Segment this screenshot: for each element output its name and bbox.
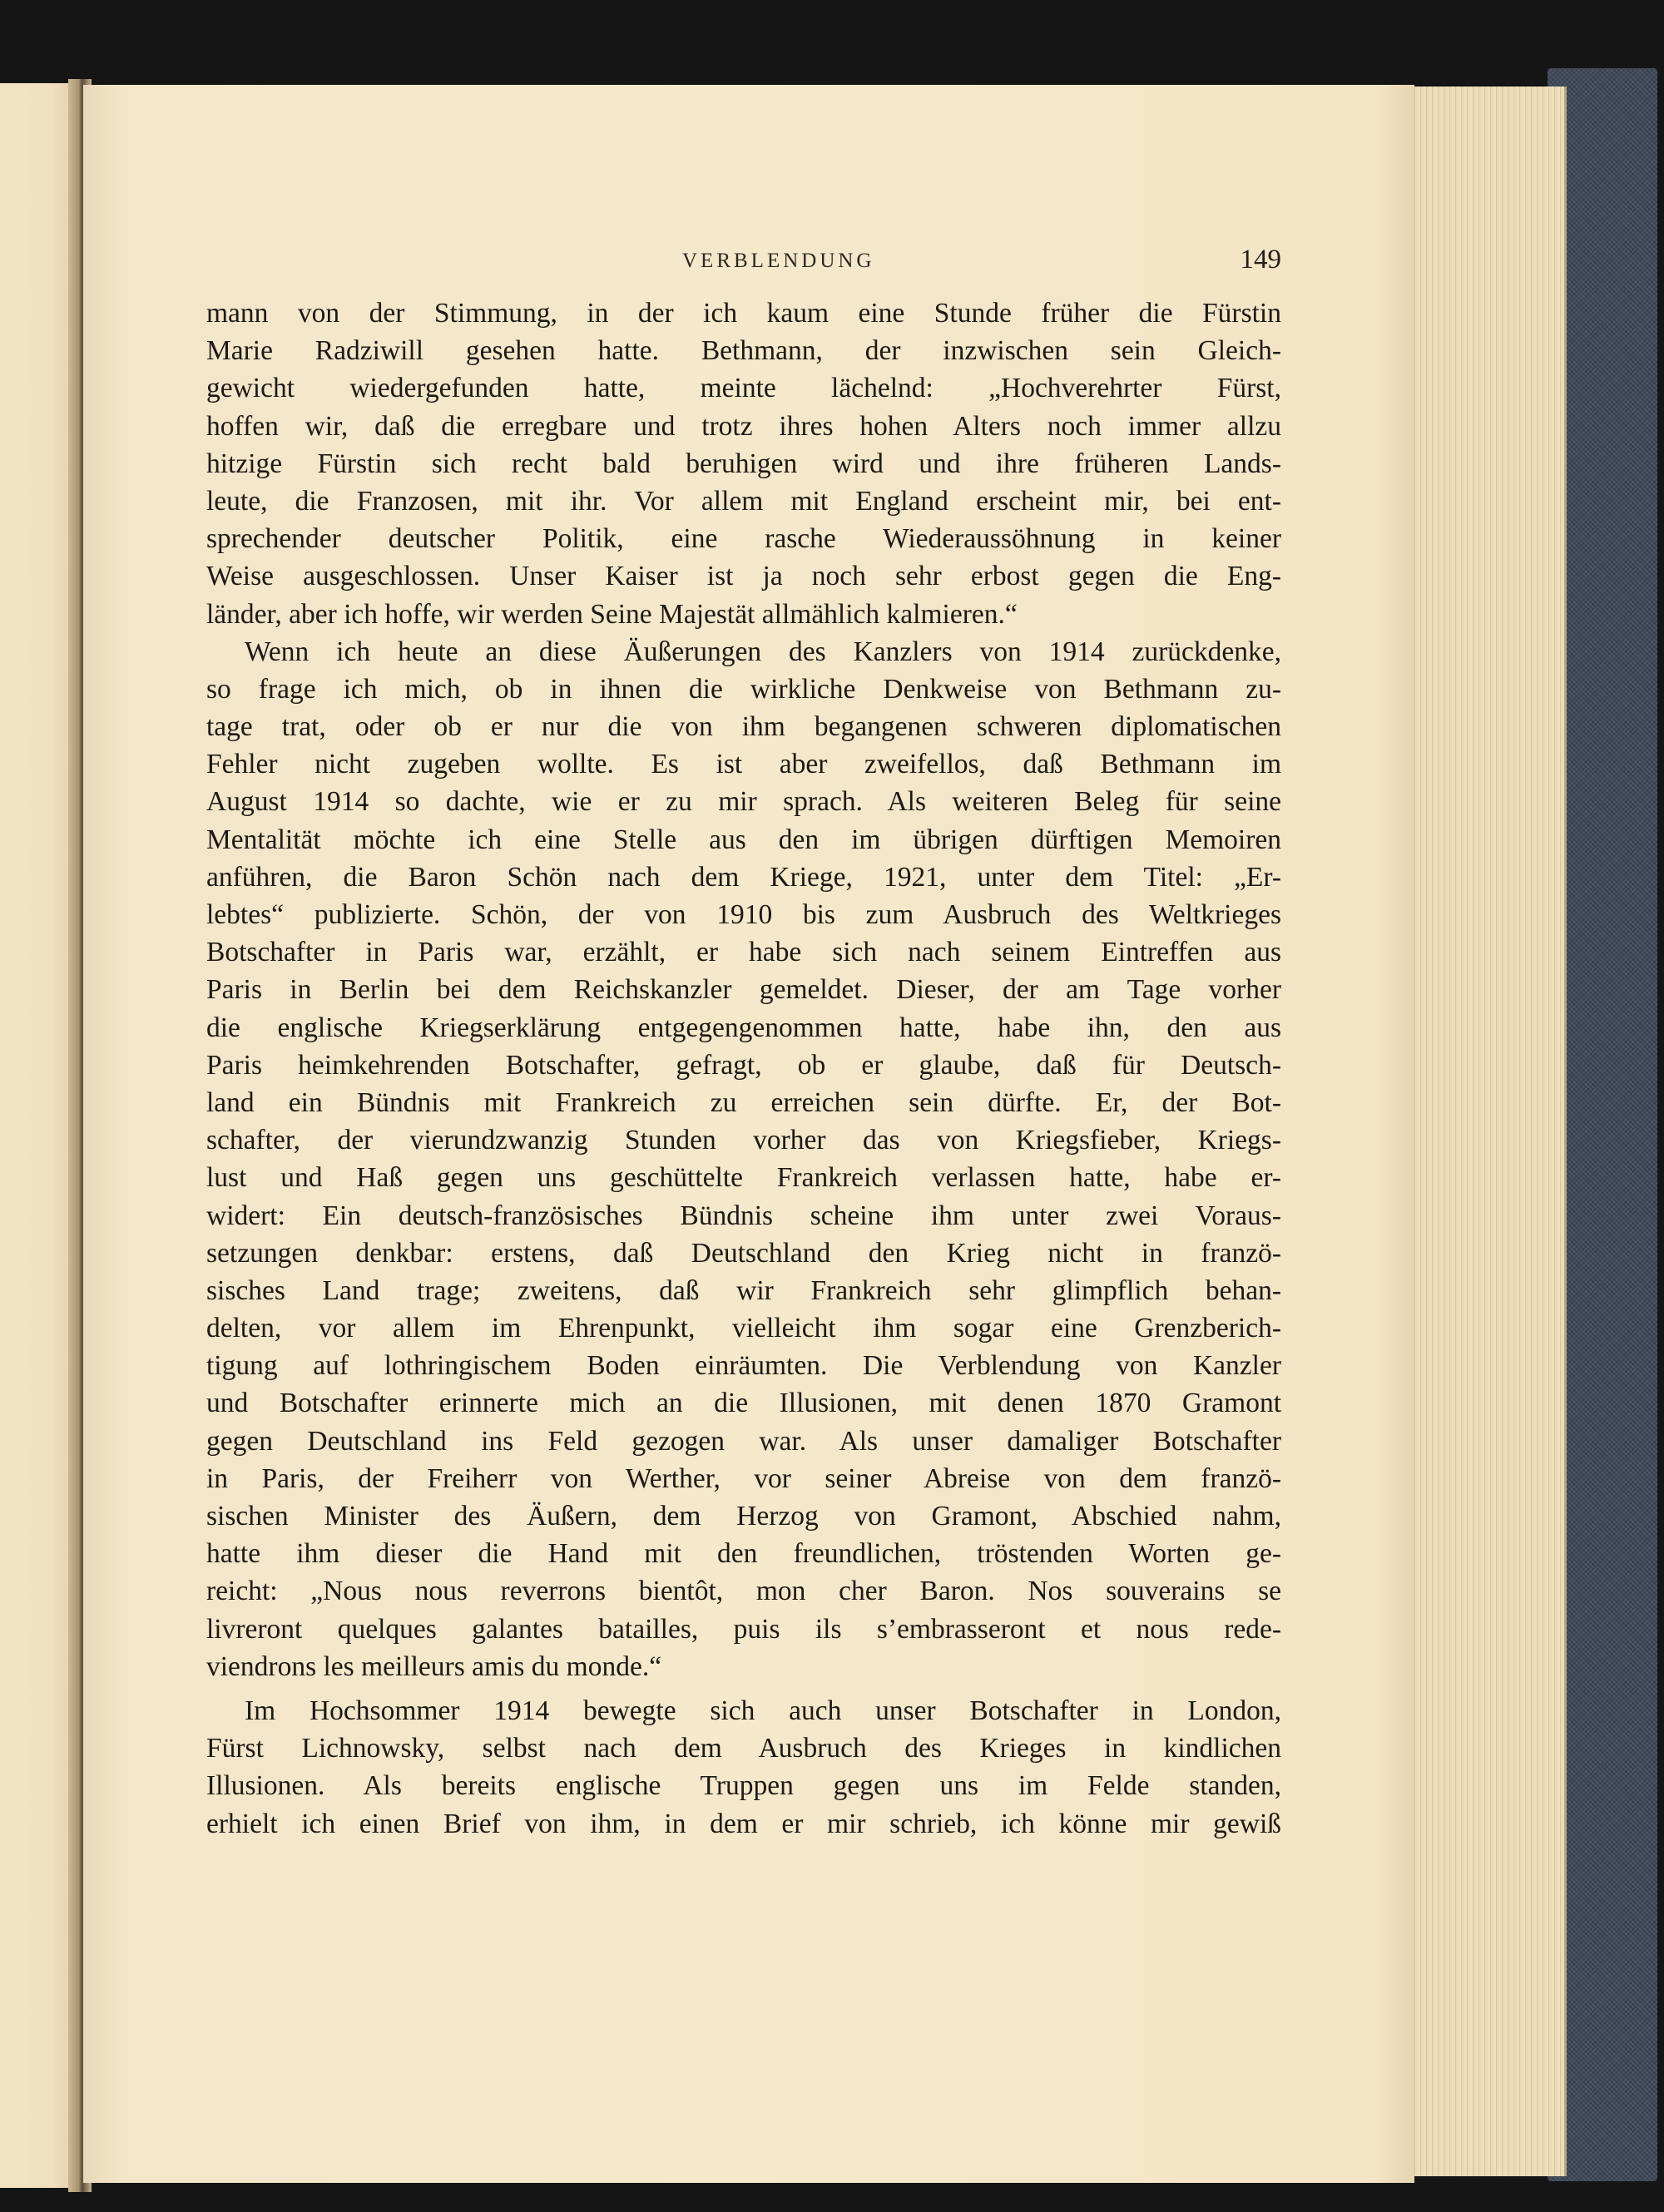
text-line: hitzige Fürstin sich recht bald beruhigen wird und ihre früheren Lands-: [206, 448, 1281, 479]
text-line: livreront quelques galantes batailles, puis ils s’embrasseront et nous rede-: [206, 1613, 1281, 1645]
text-line: land ein Bündnis mit Frankreich zu erreichen sein dürfte. Er, der Bot-: [206, 1086, 1281, 1118]
paragraph-gap: [206, 1685, 1281, 1692]
page-header: [206, 245, 1281, 283]
text-line: Mentalität möchte ich eine Stelle aus den im übrigen dürftigen Memoiren: [206, 824, 1281, 855]
text-line: lebtes“ publizierte. Schön, der von 1910 bis zum Ausbruch des Weltkrieges: [206, 899, 1281, 930]
text-line: und Botschafter erinnerte mich an die Illusionen, mit denen 1870 Gramont: [206, 1388, 1281, 1419]
text-line: schafter, der vierundzwanzig Stunden vorher das von Kriegsfieber, Kriegs-: [206, 1125, 1281, 1156]
text-line: länder, aber ich hoffe, wir werden Seine Majestät allmählich kalmieren.“: [206, 598, 1018, 630]
text-line: so frage ich mich, ob in ihnen die wirkliche Denkweise von Bethmann zu-: [206, 673, 1281, 705]
text-line: tage trat, oder ob er nur die von ihm begangenen schweren diplomatischen: [206, 711, 1281, 743]
text-line: reicht: „Nous nous reverrons bientôt, mon cher Baron. Nos souverains se: [206, 1576, 1281, 1607]
text-line: in Paris, der Freiherr von Werther, vor seiner Abreise von dem franzö-: [206, 1462, 1281, 1494]
page-number: 149: [1240, 245, 1281, 275]
text-line: gegen Deutschland ins Feld gezogen war. Als unser damaliger Botschafter: [206, 1425, 1281, 1457]
text-line: August 1914 so dachte, wie er zu mir sprach. Als weiteren Beleg für seine: [206, 786, 1281, 818]
text-line: sisches Land trage; zweitens, daß wir Frankreich sehr glimpflich behan-: [206, 1274, 1281, 1306]
text-line: tigung auf lothringischem Boden einräumten. Die Verblendung von Kanzler: [206, 1350, 1281, 1382]
text-line: anführen, die Baron Schön nach dem Kriege, 1921, unter dem Titel: „Er-: [206, 861, 1281, 893]
left-page-edge: [0, 83, 75, 2188]
text-line: hatte ihm dieser die Hand mit den freundlichen, tröstenden Worten ge-: [206, 1538, 1281, 1570]
text-line: sischen Minister des Äußern, dem Herzog von Gramont, Abschied nahm,: [206, 1501, 1281, 1532]
body-text: [206, 294, 1281, 1843]
text-line: die englische Kriegserklärung entgegengenommen hatte, habe ihn, den aus: [206, 1012, 1281, 1043]
text-line: leute, die Franzosen, mit ihr. Vor allem mit England erscheint mir, bei ent-: [206, 485, 1281, 517]
text-line: viendrons les meilleurs amis du monde.“: [206, 1650, 662, 1682]
text-line: delten, vor allem im Ehrenpunkt, vielleicht ihm sogar eine Grenzberich-: [206, 1313, 1281, 1344]
text-line: sprechender deutscher Politik, eine rasche Wiederaussöhnung in keiner: [206, 523, 1281, 555]
text-line: Weise ausgeschlossen. Unser Kaiser ist ja noch sehr erbost gegen die Eng-: [206, 561, 1281, 592]
text-line: widert: Ein deutsch-französisches Bündnis scheine ihm unter zwei Voraus-: [206, 1200, 1281, 1231]
text-line: Fürst Lichnowsky, selbst nach dem Ausbruch des Krieges in kindlichen: [206, 1733, 1281, 1764]
text-line: gewicht wiedergefunden hatte, meinte lächelnd: „Hochverehrter Fürst,: [206, 373, 1281, 404]
page-edges: [1406, 87, 1567, 2176]
text-line: Fehler nicht zugeben wollte. Es ist aber zweifellos, daß Bethmann im: [206, 749, 1281, 780]
text-line: erhielt ich einen Brief von ihm, in dem er mir schrieb, ich könne mir gewiß: [206, 1808, 1281, 1839]
text-line: Illusionen. Als bereits englische Truppen gegen uns im Felde standen,: [206, 1770, 1281, 1802]
text-line: Marie Radziwill gesehen hatte. Bethmann, der inzwischen sein Gleich-: [206, 335, 1281, 367]
text-line: setzungen denkbar: erstens, daß Deutschland den Krieg nicht in franzö-: [206, 1237, 1281, 1269]
text-line: Botschafter in Paris war, erzählt, er habe sich nach seinem Eintreffen aus: [206, 937, 1281, 968]
text-line: mann von der Stimmung, in der ich kaum eine Stunde früher die Fürstin: [206, 298, 1281, 329]
text-line: Paris heimkehrenden Botschafter, gefragt, ob er glaube, daß für Deutsch-: [206, 1049, 1281, 1081]
running-title: VERBLENDUNG: [682, 250, 875, 272]
text-line: Im Hochsommer 1914 bewegte sich auch unser Botschafter in London,: [245, 1695, 1281, 1726]
book-page: [83, 85, 1414, 2183]
text-line: Wenn ich heute an diese Äußerungen des Kanzlers von 1914 zurückdenke,: [245, 636, 1281, 667]
text-line: hoffen wir, daß die erregbare und trotz ihres hohen Alters noch immer allzu: [206, 410, 1281, 442]
text-line: lust und Haß gegen uns geschüttelte Frankreich verlassen hatte, habe er-: [206, 1162, 1281, 1194]
text-line: Paris in Berlin bei dem Reichskanzler gemeldet. Dieser, der am Tage vorher: [206, 974, 1281, 1006]
